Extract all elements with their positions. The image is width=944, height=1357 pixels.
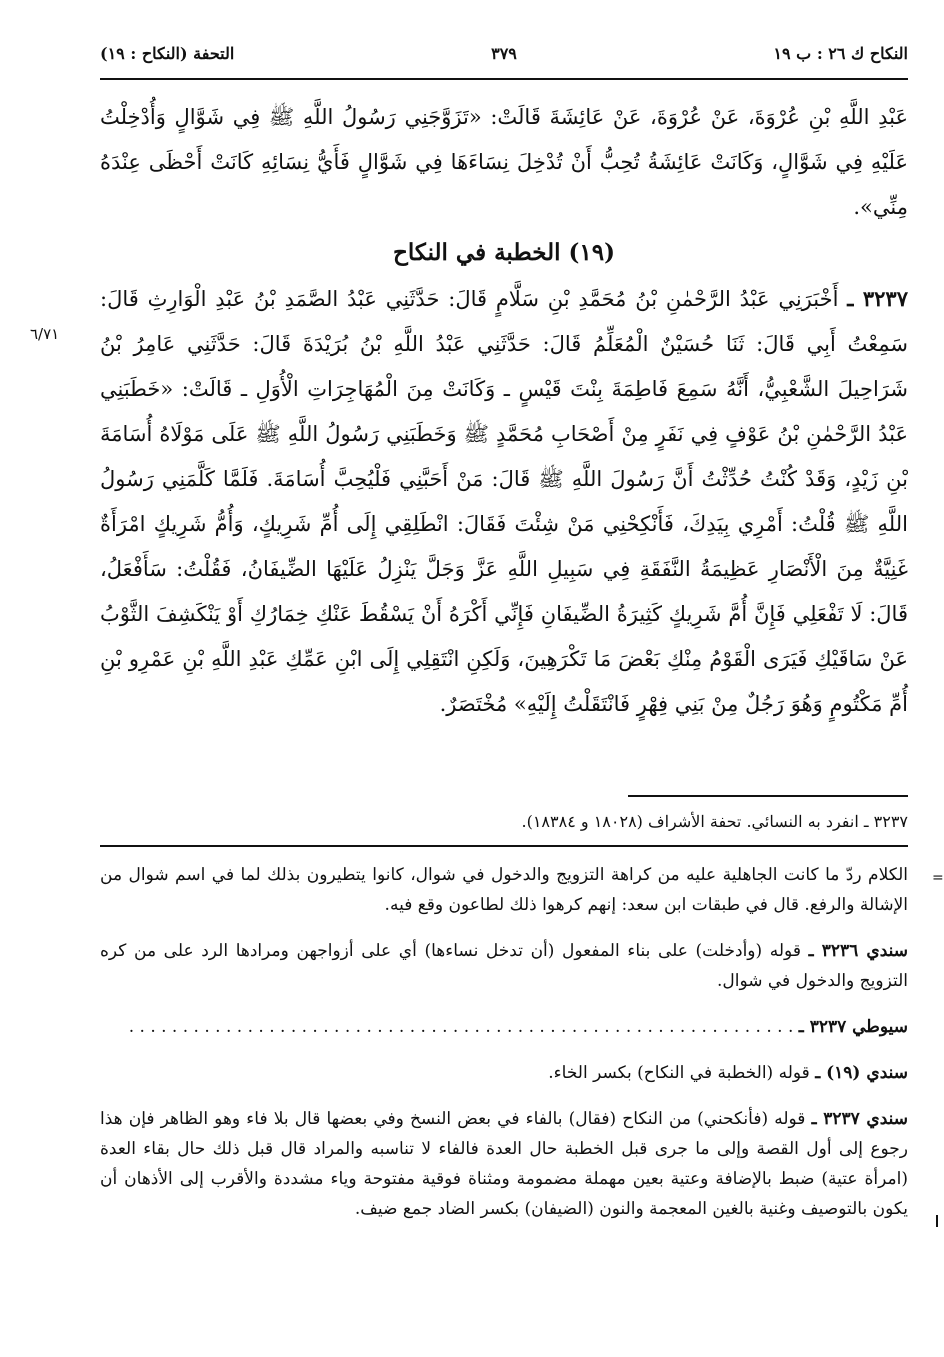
- note-sindi-3237: [100, 1104, 908, 1224]
- note-label: سندي ٣٢٣٦ ـ: [808, 941, 908, 961]
- header-chapter: النكاح ك ٢٦ : ب ١٩: [773, 44, 908, 63]
- note-continuation: الكلام ردّ ما كانت الجاهلية عليه من كراهة التزويج والدخول في شوال، كانوا يتطيرون بذلك لما في اسم شوال من الإشالة والرفع. قال في طبقات ابن سعد: إنهم كرهوا ذلك لطاعون وقع فيه.: [100, 865, 908, 915]
- note-suyuti-3237: [100, 1012, 908, 1042]
- note-dots: . . . . . . . . . . . . . . . . . . . . . . . . . . . . . . . . . . . . . . . . . . . . . . . . . . . . . . . . . . . . . .: [128, 1017, 794, 1037]
- hadith-number: ٣٢٣٧ ـ: [847, 286, 908, 311]
- main-text: [100, 95, 908, 727]
- note-label: سيوطي ٣٢٣٧ ـ: [798, 1017, 908, 1037]
- hadith-continuation: عَبْدِ اللَّهِ بْنِ عُرْوَةَ، عَنْ عُرْوَةَ، عَنْ عَائِشَةَ قَالَتْ: «تَزَوَّجَنِي رَسُولُ اللَّهِ ﷺ فِي شَوَّالٍ وَأُدْخِلْتُ عَلَيْهِ فِي شَوَّالٍ، وَكَانَتْ عَائِشَةُ تُحِبُّ أَنْ تُدْخِلَ نِسَاءَهَا فِي شَوَّالٍ فَأَيُّ نِسَائِهِ كَانَتْ أَحْظَى عِنْدَهُ مِنِّي».: [100, 105, 908, 219]
- hadith-3237: [100, 276, 908, 727]
- page-header: [100, 44, 908, 74]
- note-sindi-3236: [100, 936, 908, 996]
- hadith-body: أَخْبَرَنِي عَبْدُ الرَّحْمٰنِ بْنُ مُحَمَّدِ بْنِ سَلَّامٍ قَالَ: حَدَّثَنِي عَبْدُ الصَّمَدِ بْنُ عَبْدِ الْوَارِثِ قَالَ: سَمِعْتُ أَبِي قَالَ: ثَنَا حُسَيْنٌ الْمُعَلِّمُ قَالَ: حَدَّثَنِي عَبْدُ اللَّهِ بْنُ بُرَيْدَةَ قَالَ: حَدَّثَنِي عَامِرُ بْنُ شَرَاحِيلَ الشَّعْبِيُّ، أَنَّهُ سَمِعَ فَاطِمَةَ بِنْتَ قَيْسٍ ـ وَكَانَتْ مِنَ الْمُهَاجِرَاتِ الْأُوَلِ ـ قَالَتْ: «خَطَبَنِي عَبْدُ الرَّحْمٰنِ بْنُ عَوْفٍ فِي نَفَرٍ مِنْ أَصْحَابِ مُحَمَّدٍ ﷺ وَخَطَبَنِي رَسُولُ اللَّهِ ﷺ عَلَى مَوْلَاهُ أُسَامَةَ بْنِ زَيْدٍ، وَقَدْ كُنْتُ حُدِّثْتُ أَنَّ رَسُولَ اللَّهِ ﷺ قَالَ: مَنْ أَحَبَّنِي فَلْيُحِبَّ أُسَامَةَ. فَلَمَّا كَلَّمَنِي رَسُولُ اللَّهِ ﷺ قُلْتُ: أَمْرِي بِيَدِكَ، فَأَنْكِحْنِي مَنْ شِئْتَ فَقَالَ: انْطَلِقِي إِلَى أُمِّ شَرِيكٍ، وَأُمُّ شَرِيكٍ امْرَأَةٌ غَنِيَّةٌ مِنَ الْأَنْصَارِ عَظِيمَةُ النَّفَقَةِ فِي سَبِيلِ اللَّهِ عَزَّ وَجَلَّ يَنْزِلُ عَلَيْهَا الضِّيفَانُ، فَقُلْتُ: سَأَفْعَلُ، قَالَ: لَا تَفْعَلِي فَإِنَّ أُمَّ شَرِيكٍ كَثِيرَةُ الضِّيفَانِ فَإِنِّي أَكْرَهُ أَنْ يَسْقُطَ عَنْكِ خِمَارُكِ أَوْ يَنْكَشِفَ الثَّوْبُ عَنْ سَاقَيْكِ فَيَرَى الْقَوْمُ مِنْكِ بَعْضَ مَا تَكْرَهِينَ، وَلَكِنِ انْتَقِلِي إِلَى ابْنِ عَمِّكِ عَبْدِ اللَّهِ بْنِ عَمْرِو بْنِ أُمِّ مَكْتُومٍ وَهُوَ رَجُلٌ مِنْ بَنِي فِهْرٍ فَانْتَقَلْتُ إِلَيْهِ» مُخْتَصَرٌ.: [100, 287, 908, 716]
- margin-tick: [936, 1215, 938, 1227]
- commentary-divider: [100, 845, 908, 847]
- margin-reference: ٦/٧١: [30, 325, 60, 343]
- commentary-notes: [100, 860, 908, 1240]
- chapter-heading: (١٩) الخطبة في النكاح: [393, 239, 615, 266]
- header-tuhfa-ref: التحفة (النكاح : ١٩): [100, 44, 235, 63]
- header-divider: [100, 78, 908, 80]
- note-label: سندي ٣٢٣٧ ـ: [811, 1109, 909, 1129]
- note-text: قوله (الخطبة في النكاح) بكسر الخاء.: [548, 1063, 810, 1083]
- continuation-mark: =: [932, 870, 944, 886]
- takhrij-divider: [628, 795, 908, 797]
- note-label: سندي (١٩) ـ: [815, 1063, 908, 1083]
- note-sindi-19: [100, 1058, 908, 1088]
- takhrij-note: ٣٢٣٧ ـ انفرد به النسائي. تحفة الأشراف (١٨٠٢٨ و ١٨٣٨٤).: [521, 812, 908, 831]
- note-text: قوله (وأدخلت) على بناء المفعول (أن تدخل نساءها) أي على أزواجهن ومرادها الرد على من كره التزويج والدخول في شوال.: [100, 941, 908, 991]
- page-number: ٣٧٩: [491, 44, 517, 63]
- note-text: قوله (فأنكحني) من النكاح (فقال) بالفاء في بعض النسخ وفي بعضها قال بلا فاء وهو الظاهر فإن هذا رجوع إلى أول القصة وإلى ما جرى قبل الخطبة حال العدة فالفاء لا تناسبه والمراد قال قبل ذلك حال بقاء العدة (امرأة عتية) ضبط بالإضافة وعتية بعين مهملة مضمومة ومثناة فوقية مفتوحة وياء مشددة والأقرب إلى الأذهان أن يكون بالتوصيف وغنية بالغين المعجمة والنون (الضيفان) بكسر الضاد جمع ضيف.: [100, 1109, 908, 1219]
